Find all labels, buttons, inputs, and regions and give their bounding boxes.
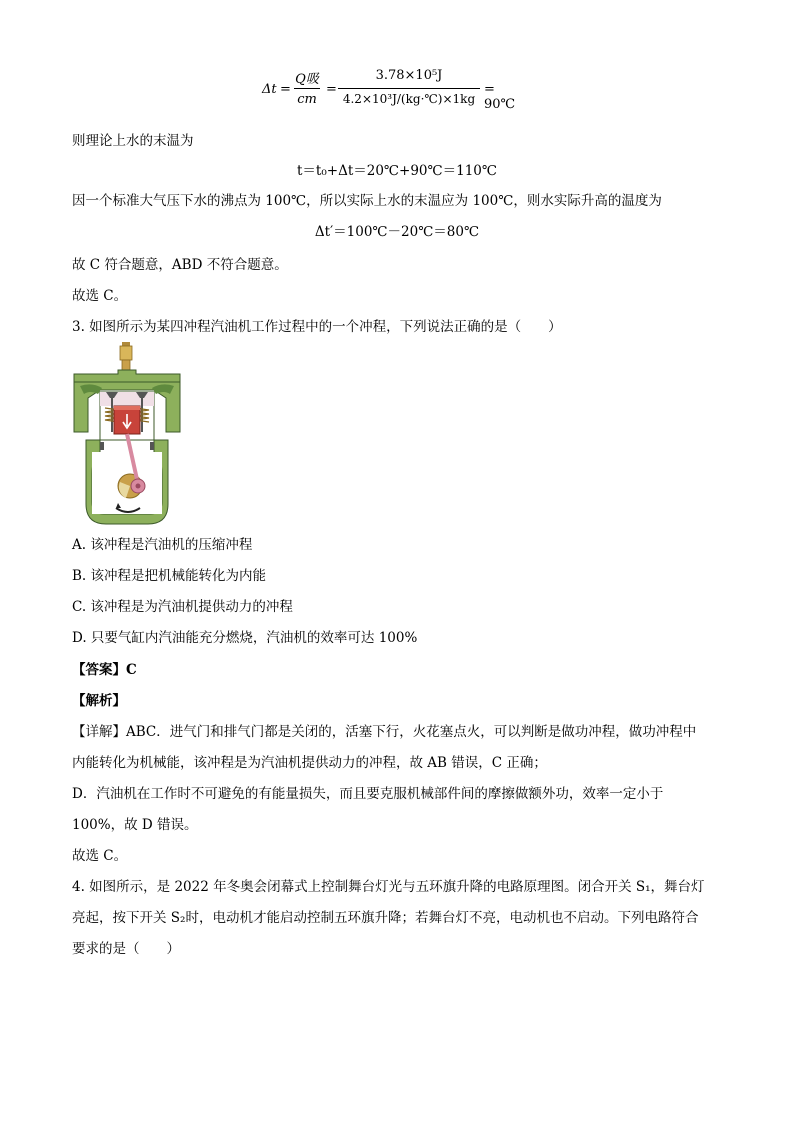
- spark-plug-icon: [122, 342, 130, 346]
- text-line: 故 C 符合题意，ABD 不符合题意。: [72, 257, 288, 273]
- fraction-denominator-2: 4.2×10³J/(kg·℃)×1kg: [342, 92, 476, 106]
- text-line: 故选 C。: [72, 848, 128, 864]
- formula-actual-rise: Δt′＝100℃－20℃＝80℃: [314, 224, 480, 240]
- question-3: 3. 如图所示为某四冲程汽油机工作过程中的一个冲程，下列说法正确的是（ ）: [72, 319, 562, 335]
- fraction-numerator: Q吸: [295, 72, 319, 87]
- detail-line: 内能转化为机械能，该冲程是为汽油机提供动力的冲程，故 AB 错误，C 正确；: [72, 755, 547, 771]
- text-line: 则理论上水的末温为: [72, 133, 194, 149]
- engine-stroke-figure: [72, 342, 182, 530]
- formula-result: = 90℃: [484, 82, 516, 112]
- fraction-numerator-2: 3.78×10⁵J: [375, 68, 443, 83]
- option-c: C. 该冲程是为汽油机提供动力的冲程: [72, 599, 293, 615]
- question-4-cont: 要求的是（ ）: [72, 941, 180, 957]
- formula-final-temp: t＝t₀+Δt＝20℃+90℃＝110℃: [297, 163, 497, 179]
- option-b: B. 该冲程是把机械能转化为内能: [72, 568, 267, 584]
- formula-lhs: Δt: [262, 82, 277, 97]
- analysis-label: 【解析】: [72, 693, 126, 709]
- text-line: 故选 C。: [72, 288, 128, 304]
- question-4-cont: 亮起，按下开关 S₂时，电动机才能启动控制五环旗升降；若舞台灯不亮，电动机也不启动。下列电路符合: [72, 910, 699, 926]
- option-d: D. 只要气缸内汽油能充分燃烧，汽油机的效率可达 100%: [72, 630, 418, 646]
- answer-label: 【答案】C: [72, 662, 137, 678]
- text-line: 因一个标准大气压下水的沸点为 100℃，所以实际上水的末温应为 100℃，则水实际升高的温度为: [72, 193, 662, 209]
- fraction-denominator: cm: [297, 92, 317, 107]
- option-a: A. 该冲程是汽油机的压缩冲程: [72, 537, 253, 553]
- document-page: Δt = Q吸 cm = 3.78×10⁵J 4.2×10³J/(kg·℃)×1kg = 90℃ 则理论上水的末温为 t＝t₀+Δt＝20℃+90℃＝110℃ 因一个标准大气压下水的沸点为 100℃，所以实际上水的末温应为 100℃，则水实际升高的温度为 Δt′＝100℃－20℃＝80℃ 故 C 符合题意，ABD 不符合题意。 故选 C。 3. 如图所示为某四冲程汽油机工作过程中的一个冲程，下列说法正确的是（ ） A. 该冲程是汽油机的压缩冲程 B. 该冲程是把机械能转化为内能 C. 该冲程是为汽油机提供动力的冲程 D. 只要气缸内汽油能充分燃烧，汽油机的效率可达 100% 【答案】C 【解析】 【详解】ABC．进气门和排气门都是关闭的，活塞下行，火花塞点火，可以判断是做功冲程，做功冲程中 内能转化为机械能，该冲程是为汽油机提供动力的冲程，故 AB 错误，C 正确； D．汽油机在工作时不可避免的有能量损失，而且要克服机械部件间的摩擦做额外功，效率一定小于 100%，故 D 错误。 故选 C。 4. 如图所示，是 2022 年冬奥会闭幕式上控制舞台灯光与五环旗升降的电路原理图。闭合开关 S₁，舞台灯 亮起，按下开关 S₂时，电动机才能启动控制五环旗升降；若舞台灯不亮，电动机也不启动。下列电路符合 要求的是（ ）: [0, 0, 794, 1123]
- question-4: 4. 如图所示，是 2022 年冬奥会闭幕式上控制舞台灯光与五环旗升降的电路原理图。闭合开关 S₁，舞台灯: [72, 879, 705, 895]
- detail-line: 【详解】ABC．进气门和排气门都是关闭的，活塞下行，火花塞点火，可以判断是做功冲程，做功冲程中: [72, 724, 697, 740]
- detail-line: 100%，故 D 错误。: [72, 817, 198, 833]
- detail-line: D．汽油机在工作时不可避免的有能量损失，而且要克服机械部件间的摩擦做额外功，效率一定小于: [72, 786, 664, 802]
